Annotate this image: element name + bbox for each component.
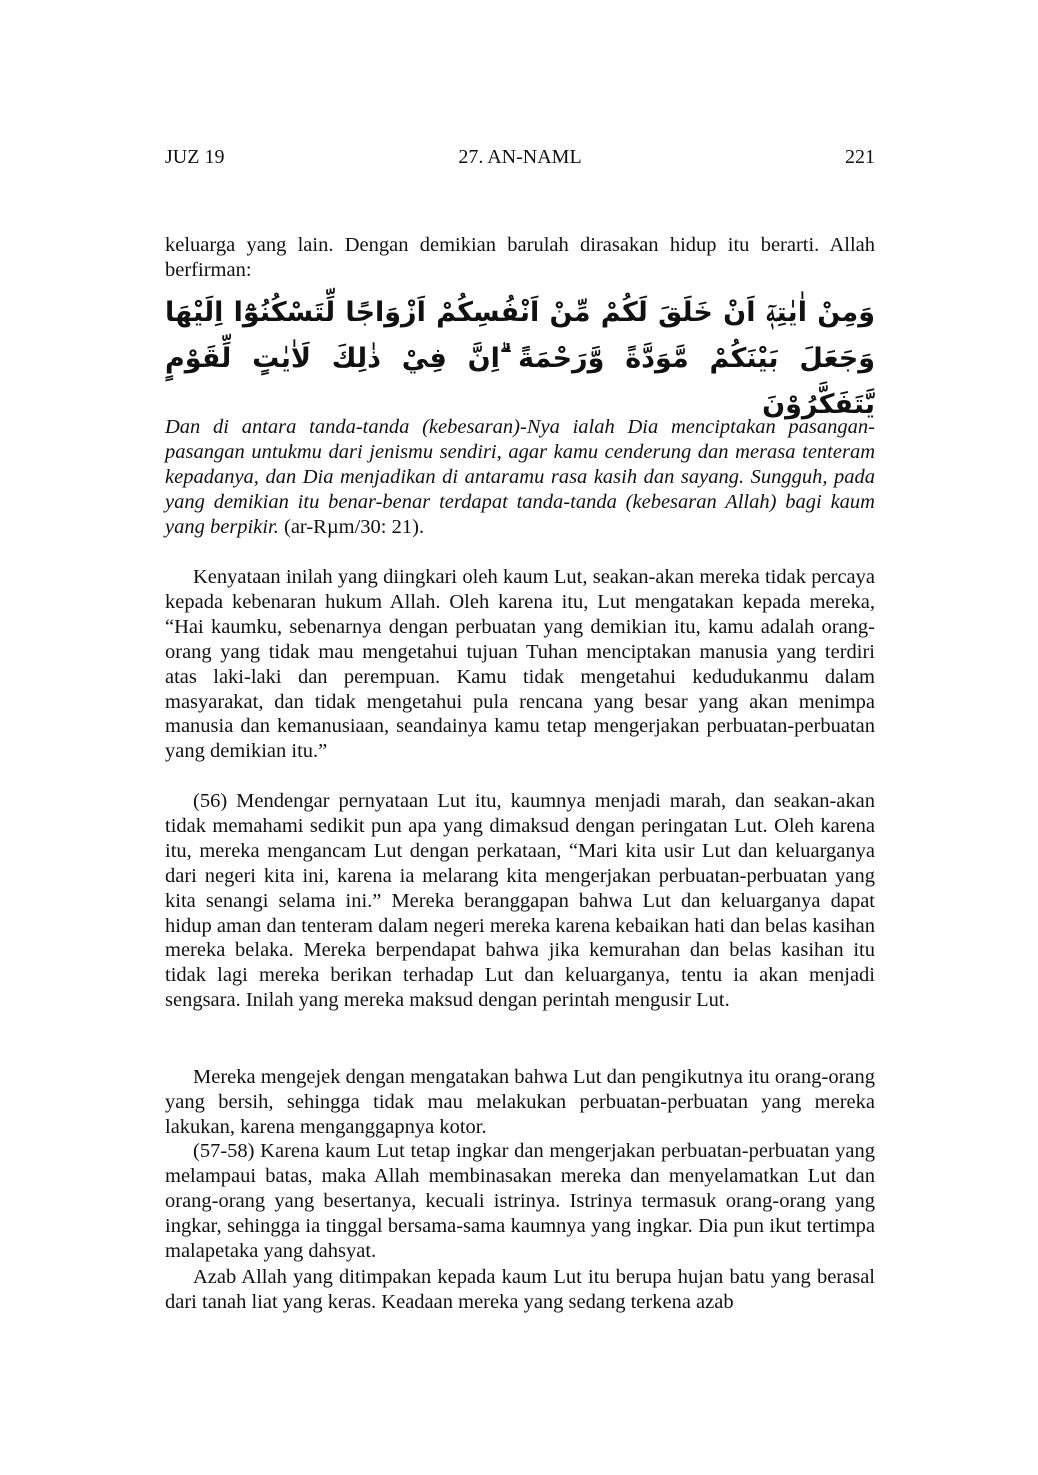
body-paragraph: Mereka mengejek dengan mengatakan bahwa Lut dan pengikutnya itu orang-orang yang bersih, sehingga tidak mau melakukan perbuatan-perbuatan yang mereka lakukan, karena menganggapnya kotor. bbox=[165, 1066, 875, 1138]
page-header bbox=[165, 146, 875, 174]
body-paragraph: (57-58) Karena kaum Lut tetap ingkar dan mengerjakan perbuatan-perbuatan yang melampaui batas, maka Allah membinasakan mereka dan menyelamatkan Lut dan orang-orang yang besertanya, kecuali istrinya. Istrinya termasuk orang-orang yang ingkar, sehingga ia tinggal bersama-sama kaumnya yang ingkar. Dia pun ikut tertimpa malapetaka yang dahsyat. bbox=[165, 1140, 875, 1262]
surah-title: 27. AN-NAML bbox=[458, 146, 582, 168]
intro-paragraph: keluarga yang lain. Dengan demikian barulah dirasakan hidup itu berarti. Allah berfirman: bbox=[165, 234, 875, 281]
body-paragraph: Kenyataan inilah yang diingkari oleh kaum Lut, seakan-akan mereka tidak percaya kepada kebenaran hukum Allah. Oleh karena itu, Lut mengatakan kepada mereka, “Hai kaumku, sebenarnya dengan perbuatan yang demikian itu, kamu adalah orang-orang yang tidak mau mengetahui tujuan Tuhan menciptakan manusia yang terdiri atas laki-laki dan perempuan. Kamu tidak mengetahui kedudukanmu dalam masyarakat, dan tidak mengetahui pula rencana yang besar yang akan menimpa manusia dan kemanusiaan, seandainya kamu tetap mengerjakan perbuatan-perbuatan yang demikian itu.” bbox=[165, 566, 875, 763]
juz-label: JUZ 19 bbox=[165, 146, 225, 168]
verse-reference: (ar-Rµm/30: 21). bbox=[284, 515, 425, 538]
verse-translation bbox=[165, 415, 875, 540]
body-paragraph: (56) Mendengar pernyataan Lut itu, kaumnya menjadi marah, dan seakan-akan tidak memahami sedikit pun apa yang dimaksud dengan peringatan Lut. Oleh karena itu, mereka mengancam Lut dengan perkataan, “Mari kita usir Lut dan keluarganya dari negeri kita ini, karena ia melarang kita mengerjakan perbuatan-perbuatan yang kita senangi selama ini.” Mereka beranggapan bahwa Lut dan keluarganya dapat hidup aman dan tenteram dalam negeri mereka karena kebaikan hati dan belas kasihan mereka belaka. Mereka berpendapat bahwa jika kemurahan dan belas kasihan itu tidak lagi mereka berikan terhadap Lut dan keluarganya, tentu ia akan menjadi sengsara. Inilah yang mereka maksud dengan perintah mengusir Lut. bbox=[165, 790, 875, 1012]
arabic-verse: وَمِنْ اٰيٰتِهٖٓ اَنْ خَلَقَ لَكُمْ مِّنْ اَنْفُسِكُمْ اَزْوَاجًا لِّتَسْكُنُوْٓا اِلَيْهَا وَجَعَلَ بَيْنَكُمْ مَّوَدَّةً وَّرَحْمَةً ۗاِنَّ فِيْ ذٰلِكَ لَاٰيٰتٍ لِّقَوْمٍ يَّتَفَكَّرُوْنَ bbox=[165, 297, 875, 420]
translation-text: Dan di antara tanda-tanda (kebesaran)-Nya ialah Dia menciptakan pasangan-pasangan untukmu dari jenismu sendiri, agar kamu cenderung dan merasa tenteram kepadanya, dan Dia menjadikan di antaramu rasa kasih dan sayang. Sungguh, pada yang demikian itu benar-benar terdapat tanda-tanda (kebesaran Allah) bagi kaum yang berpikir. bbox=[165, 416, 875, 538]
body-paragraph: Azab Allah yang ditimpakan kepada kaum Lut itu berupa hujan batu yang berasal dari tanah liat yang keras. Keadaan mereka yang sedang terkena azab bbox=[165, 1266, 875, 1313]
page-number: 221 bbox=[845, 146, 875, 168]
